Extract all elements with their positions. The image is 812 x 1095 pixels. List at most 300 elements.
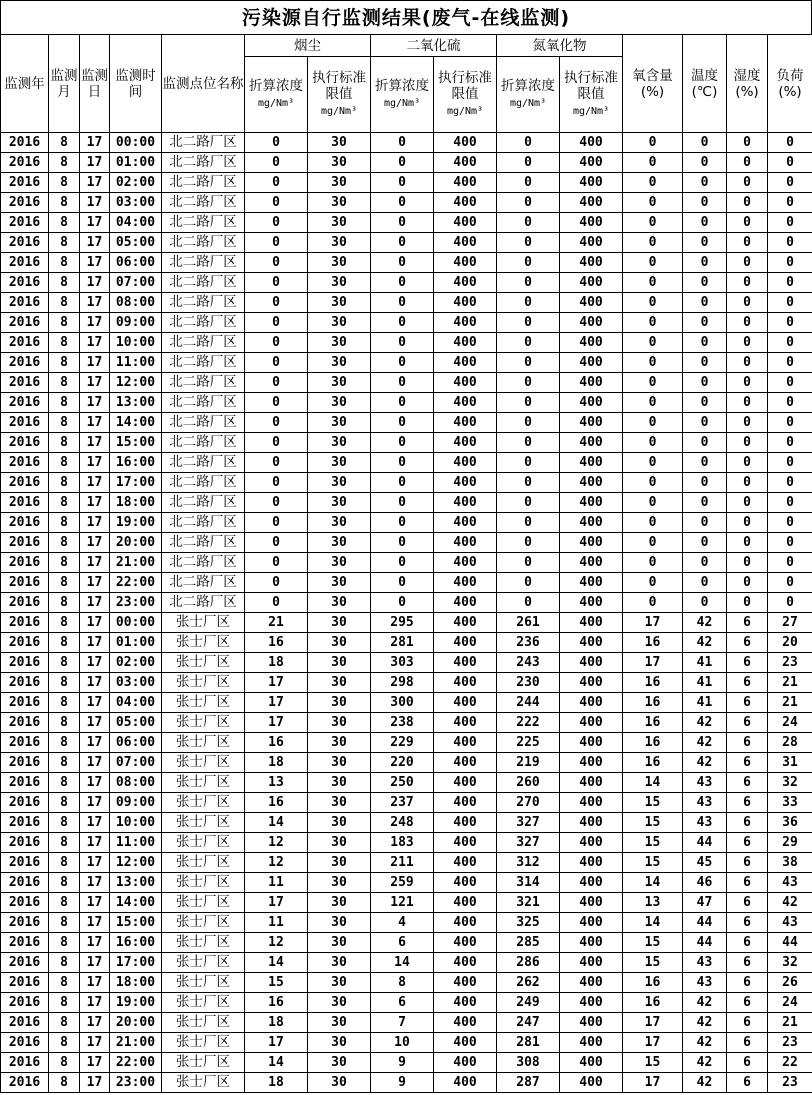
cell-dust-conc: 17	[245, 693, 308, 713]
cell-site: 张士厂区	[162, 813, 245, 833]
cell-month: 8	[49, 793, 80, 813]
cell-nox-limit: 400	[560, 753, 623, 773]
cell-site: 北二路厂区	[162, 233, 245, 253]
cell-dust-limit: 30	[308, 433, 371, 453]
cell-so2-conc: 183	[371, 833, 434, 853]
cell-nox-limit: 400	[560, 833, 623, 853]
cell-so2-conc: 303	[371, 653, 434, 673]
cell-dust-conc: 12	[245, 933, 308, 953]
cell-load: 0	[768, 173, 812, 193]
cell-so2-limit: 400	[434, 173, 497, 193]
cell-site: 北二路厂区	[162, 293, 245, 313]
cell-load: 28	[768, 733, 812, 753]
cell-time: 12:00	[110, 853, 162, 873]
cell-so2-limit: 400	[434, 613, 497, 633]
cell-nox-conc: 325	[497, 913, 560, 933]
cell-nox-conc: 327	[497, 833, 560, 853]
cell-month: 8	[49, 273, 80, 293]
cell-nox-limit: 400	[560, 253, 623, 273]
cell-load: 23	[768, 1033, 812, 1053]
unit-label: mg/Nm³	[509, 97, 547, 109]
cell-day: 17	[80, 133, 110, 153]
cell-humidity: 0	[727, 193, 768, 213]
cell-humidity: 0	[727, 453, 768, 473]
cell-so2-conc: 238	[371, 713, 434, 733]
cell-load: 43	[768, 873, 812, 893]
cell-load: 0	[768, 273, 812, 293]
cell-dust-conc: 16	[245, 793, 308, 813]
cell-month: 8	[49, 393, 80, 413]
table-row	[1, 353, 812, 373]
cell-day: 17	[80, 333, 110, 353]
cell-load: 31	[768, 753, 812, 773]
cell-load: 0	[768, 413, 812, 433]
cell-load: 0	[768, 513, 812, 533]
cell-temp: 0	[683, 233, 727, 253]
cell-year: 2016	[1, 813, 49, 833]
cell-temp: 42	[683, 633, 727, 653]
cell-load: 0	[768, 233, 812, 253]
cell-so2-limit: 400	[434, 333, 497, 353]
cell-year: 2016	[1, 133, 49, 153]
header-load: 负荷(%)	[768, 35, 812, 133]
cell-load: 29	[768, 833, 812, 853]
cell-so2-conc: 0	[371, 333, 434, 353]
cell-so2-conc: 0	[371, 313, 434, 333]
cell-so2-limit: 400	[434, 673, 497, 693]
cell-year: 2016	[1, 413, 49, 433]
cell-time: 23:00	[110, 1073, 162, 1093]
table-row	[1, 593, 812, 613]
cell-site: 张士厂区	[162, 993, 245, 1013]
cell-site: 北二路厂区	[162, 253, 245, 273]
header-year: 监测年	[1, 35, 49, 133]
cell-dust-conc: 0	[245, 513, 308, 533]
cell-year: 2016	[1, 353, 49, 373]
cell-day: 17	[80, 173, 110, 193]
cell-load: 22	[768, 1053, 812, 1073]
cell-temp: 0	[683, 593, 727, 613]
cell-nox-limit: 400	[560, 913, 623, 933]
cell-nox-limit: 400	[560, 1073, 623, 1093]
cell-year: 2016	[1, 733, 49, 753]
cell-dust-limit: 30	[308, 233, 371, 253]
cell-temp: 0	[683, 533, 727, 553]
cell-temp: 0	[683, 413, 727, 433]
cell-dust-limit: 30	[308, 513, 371, 533]
cell-load: 23	[768, 1073, 812, 1093]
cell-so2-limit: 400	[434, 793, 497, 813]
cell-nox-limit: 400	[560, 173, 623, 193]
header-label: 执行标准限值	[312, 69, 366, 102]
cell-nox-conc: 0	[497, 553, 560, 573]
cell-year: 2016	[1, 293, 49, 313]
cell-humidity: 0	[727, 553, 768, 573]
cell-so2-conc: 8	[371, 973, 434, 993]
cell-humidity: 0	[727, 433, 768, 453]
cell-so2-limit: 400	[434, 1013, 497, 1033]
cell-load: 0	[768, 153, 812, 173]
cell-temp: 0	[683, 173, 727, 193]
cell-day: 17	[80, 833, 110, 853]
cell-temp: 0	[683, 133, 727, 153]
cell-oxygen: 17	[623, 613, 683, 633]
cell-humidity: 6	[727, 733, 768, 753]
cell-so2-conc: 0	[371, 273, 434, 293]
cell-load: 0	[768, 353, 812, 373]
cell-time: 01:00	[110, 153, 162, 173]
cell-dust-limit: 30	[308, 573, 371, 593]
cell-dust-conc: 0	[245, 533, 308, 553]
cell-dust-conc: 17	[245, 1033, 308, 1053]
cell-dust-limit: 30	[308, 1013, 371, 1033]
cell-year: 2016	[1, 973, 49, 993]
cell-nox-limit: 400	[560, 533, 623, 553]
cell-time: 04:00	[110, 693, 162, 713]
cell-site: 张士厂区	[162, 933, 245, 953]
cell-dust-conc: 13	[245, 773, 308, 793]
table-row	[1, 333, 812, 353]
cell-humidity: 0	[727, 373, 768, 393]
cell-so2-conc: 10	[371, 1033, 434, 1053]
cell-so2-conc: 14	[371, 953, 434, 973]
table-row	[1, 413, 812, 433]
cell-dust-conc: 0	[245, 453, 308, 473]
cell-site: 张士厂区	[162, 773, 245, 793]
cell-time: 08:00	[110, 293, 162, 313]
cell-nox-limit: 400	[560, 653, 623, 673]
cell-year: 2016	[1, 613, 49, 633]
cell-nox-limit: 400	[560, 293, 623, 313]
cell-site: 张士厂区	[162, 953, 245, 973]
cell-temp: 41	[683, 653, 727, 673]
cell-humidity: 6	[727, 973, 768, 993]
cell-dust-limit: 30	[308, 253, 371, 273]
cell-so2-conc: 0	[371, 213, 434, 233]
table-row	[1, 813, 812, 833]
cell-day: 17	[80, 613, 110, 633]
cell-so2-conc: 0	[371, 493, 434, 513]
header-nox-conc	[497, 57, 560, 133]
cell-load: 32	[768, 953, 812, 973]
cell-temp: 44	[683, 833, 727, 853]
cell-oxygen: 0	[623, 553, 683, 573]
cell-time: 02:00	[110, 653, 162, 673]
cell-month: 8	[49, 913, 80, 933]
cell-site: 北二路厂区	[162, 513, 245, 533]
cell-so2-conc: 248	[371, 813, 434, 833]
cell-oxygen: 16	[623, 733, 683, 753]
cell-oxygen: 15	[623, 853, 683, 873]
cell-day: 17	[80, 353, 110, 373]
cell-site: 张士厂区	[162, 1033, 245, 1053]
cell-dust-conc: 0	[245, 473, 308, 493]
cell-nox-limit: 400	[560, 813, 623, 833]
cell-dust-limit: 30	[308, 593, 371, 613]
cell-dust-limit: 30	[308, 713, 371, 733]
cell-site: 北二路厂区	[162, 433, 245, 453]
cell-so2-limit: 400	[434, 873, 497, 893]
cell-dust-conc: 0	[245, 313, 308, 333]
cell-dust-limit: 30	[308, 353, 371, 373]
cell-nox-conc: 249	[497, 993, 560, 1013]
cell-oxygen: 0	[623, 333, 683, 353]
cell-nox-conc: 0	[497, 293, 560, 313]
cell-load: 26	[768, 973, 812, 993]
cell-year: 2016	[1, 433, 49, 453]
cell-dust-conc: 0	[245, 153, 308, 173]
cell-time: 08:00	[110, 773, 162, 793]
cell-month: 8	[49, 253, 80, 273]
cell-dust-limit: 30	[308, 133, 371, 153]
cell-oxygen: 15	[623, 793, 683, 813]
cell-time: 23:00	[110, 593, 162, 613]
cell-dust-conc: 0	[245, 273, 308, 293]
cell-temp: 0	[683, 253, 727, 273]
header-dust-limit	[308, 57, 371, 133]
cell-nox-limit: 400	[560, 473, 623, 493]
cell-time: 12:00	[110, 373, 162, 393]
cell-year: 2016	[1, 273, 49, 293]
header-label: 折算浓度	[249, 77, 303, 94]
cell-humidity: 6	[727, 1053, 768, 1073]
table-row	[1, 373, 812, 393]
cell-dust-conc: 11	[245, 873, 308, 893]
cell-month: 8	[49, 413, 80, 433]
cell-day: 17	[80, 793, 110, 813]
cell-so2-conc: 0	[371, 353, 434, 373]
cell-nox-limit: 400	[560, 133, 623, 153]
table-row	[1, 473, 812, 493]
cell-oxygen: 17	[623, 1073, 683, 1093]
cell-so2-limit: 400	[434, 273, 497, 293]
cell-month: 8	[49, 473, 80, 493]
cell-month: 8	[49, 293, 80, 313]
table-row	[1, 733, 812, 753]
table-row	[1, 993, 812, 1013]
cell-so2-conc: 0	[371, 533, 434, 553]
cell-day: 17	[80, 713, 110, 733]
cell-oxygen: 15	[623, 813, 683, 833]
cell-load: 0	[768, 253, 812, 273]
cell-so2-conc: 0	[371, 373, 434, 393]
cell-site: 张士厂区	[162, 853, 245, 873]
cell-year: 2016	[1, 253, 49, 273]
cell-dust-limit: 30	[308, 973, 371, 993]
cell-nox-conc: 287	[497, 1073, 560, 1093]
cell-oxygen: 16	[623, 713, 683, 733]
cell-load: 24	[768, 993, 812, 1013]
cell-oxygen: 0	[623, 513, 683, 533]
cell-day: 17	[80, 853, 110, 873]
cell-time: 20:00	[110, 1013, 162, 1033]
cell-oxygen: 15	[623, 933, 683, 953]
cell-year: 2016	[1, 593, 49, 613]
cell-oxygen: 0	[623, 153, 683, 173]
cell-nox-limit: 400	[560, 793, 623, 813]
cell-site: 张士厂区	[162, 753, 245, 773]
cell-oxygen: 16	[623, 753, 683, 773]
cell-year: 2016	[1, 793, 49, 813]
cell-so2-conc: 0	[371, 593, 434, 613]
cell-year: 2016	[1, 853, 49, 873]
cell-humidity: 0	[727, 533, 768, 553]
cell-month: 8	[49, 373, 80, 393]
cell-humidity: 6	[727, 873, 768, 893]
cell-day: 17	[80, 893, 110, 913]
table-row	[1, 133, 812, 153]
cell-dust-limit: 30	[308, 413, 371, 433]
cell-day: 17	[80, 213, 110, 233]
cell-month: 8	[49, 833, 80, 853]
table-row	[1, 553, 812, 573]
cell-oxygen: 0	[623, 173, 683, 193]
cell-oxygen: 0	[623, 233, 683, 253]
cell-nox-conc: 312	[497, 853, 560, 873]
cell-nox-limit: 400	[560, 493, 623, 513]
cell-oxygen: 16	[623, 973, 683, 993]
cell-time: 16:00	[110, 933, 162, 953]
cell-temp: 0	[683, 513, 727, 533]
cell-dust-conc: 0	[245, 593, 308, 613]
cell-dust-conc: 12	[245, 853, 308, 873]
table-row	[1, 533, 812, 553]
table-row	[1, 253, 812, 273]
cell-year: 2016	[1, 933, 49, 953]
cell-year: 2016	[1, 753, 49, 773]
cell-nox-limit: 400	[560, 893, 623, 913]
cell-nox-conc: 314	[497, 873, 560, 893]
cell-humidity: 0	[727, 213, 768, 233]
cell-oxygen: 15	[623, 953, 683, 973]
cell-load: 0	[768, 313, 812, 333]
cell-month: 8	[49, 993, 80, 1013]
cell-so2-limit: 400	[434, 653, 497, 673]
cell-dust-limit: 30	[308, 153, 371, 173]
cell-time: 07:00	[110, 273, 162, 293]
cell-month: 8	[49, 313, 80, 333]
cell-dust-conc: 0	[245, 413, 308, 433]
cell-so2-conc: 6	[371, 933, 434, 953]
cell-load: 0	[768, 453, 812, 473]
cell-humidity: 0	[727, 413, 768, 433]
cell-dust-conc: 0	[245, 133, 308, 153]
cell-site: 北二路厂区	[162, 553, 245, 573]
cell-temp: 0	[683, 313, 727, 333]
cell-dust-limit: 30	[308, 853, 371, 873]
cell-temp: 0	[683, 273, 727, 293]
cell-nox-conc: 0	[497, 513, 560, 533]
cell-nox-conc: 236	[497, 633, 560, 653]
cell-temp: 0	[683, 333, 727, 353]
cell-year: 2016	[1, 953, 49, 973]
cell-site: 北二路厂区	[162, 393, 245, 413]
table-row	[1, 653, 812, 673]
cell-site: 张士厂区	[162, 613, 245, 633]
cell-year: 2016	[1, 393, 49, 413]
cell-humidity: 0	[727, 153, 768, 173]
cell-day: 17	[80, 233, 110, 253]
cell-load: 0	[768, 493, 812, 513]
cell-humidity: 6	[727, 1033, 768, 1053]
cell-nox-conc: 0	[497, 213, 560, 233]
cell-dust-limit: 30	[308, 193, 371, 213]
cell-oxygen: 0	[623, 213, 683, 233]
table-row	[1, 1053, 812, 1073]
cell-dust-conc: 11	[245, 913, 308, 933]
cell-site: 北二路厂区	[162, 153, 245, 173]
cell-load: 0	[768, 533, 812, 553]
cell-nox-conc: 225	[497, 733, 560, 753]
cell-temp: 46	[683, 873, 727, 893]
cell-so2-limit: 400	[434, 773, 497, 793]
header-dust-conc	[245, 57, 308, 133]
cell-nox-conc: 308	[497, 1053, 560, 1073]
cell-so2-limit: 400	[434, 293, 497, 313]
cell-temp: 0	[683, 573, 727, 593]
table-row	[1, 913, 812, 933]
cell-month: 8	[49, 193, 80, 213]
cell-day: 17	[80, 993, 110, 1013]
cell-month: 8	[49, 653, 80, 673]
cell-year: 2016	[1, 553, 49, 573]
cell-time: 06:00	[110, 733, 162, 753]
header-time: 监测时间	[110, 35, 162, 133]
cell-dust-conc: 0	[245, 393, 308, 413]
cell-day: 17	[80, 953, 110, 973]
cell-oxygen: 0	[623, 393, 683, 413]
cell-so2-limit: 400	[434, 213, 497, 233]
cell-nox-conc: 0	[497, 433, 560, 453]
cell-oxygen: 16	[623, 693, 683, 713]
cell-oxygen: 15	[623, 833, 683, 853]
table-row	[1, 453, 812, 473]
cell-so2-conc: 0	[371, 253, 434, 273]
header-temp: 温度(℃)	[683, 35, 727, 133]
cell-temp: 41	[683, 673, 727, 693]
cell-day: 17	[80, 933, 110, 953]
table-row	[1, 833, 812, 853]
cell-time: 17:00	[110, 953, 162, 973]
cell-day: 17	[80, 313, 110, 333]
cell-nox-conc: 281	[497, 1033, 560, 1053]
cell-oxygen: 0	[623, 453, 683, 473]
cell-day: 17	[80, 193, 110, 213]
cell-temp: 0	[683, 213, 727, 233]
cell-humidity: 0	[727, 133, 768, 153]
cell-time: 07:00	[110, 753, 162, 773]
cell-dust-limit: 30	[308, 273, 371, 293]
table-row	[1, 893, 812, 913]
cell-oxygen: 14	[623, 913, 683, 933]
cell-site: 北二路厂区	[162, 133, 245, 153]
cell-so2-conc: 237	[371, 793, 434, 813]
cell-so2-limit: 400	[434, 513, 497, 533]
cell-so2-limit: 400	[434, 453, 497, 473]
cell-humidity: 0	[727, 593, 768, 613]
cell-humidity: 6	[727, 833, 768, 853]
cell-nox-limit: 400	[560, 333, 623, 353]
cell-site: 张士厂区	[162, 733, 245, 753]
cell-time: 15:00	[110, 913, 162, 933]
cell-site: 北二路厂区	[162, 353, 245, 373]
cell-time: 04:00	[110, 213, 162, 233]
cell-so2-limit: 400	[434, 753, 497, 773]
header-so2-conc	[371, 57, 434, 133]
cell-humidity: 0	[727, 333, 768, 353]
cell-time: 10:00	[110, 333, 162, 353]
cell-year: 2016	[1, 693, 49, 713]
